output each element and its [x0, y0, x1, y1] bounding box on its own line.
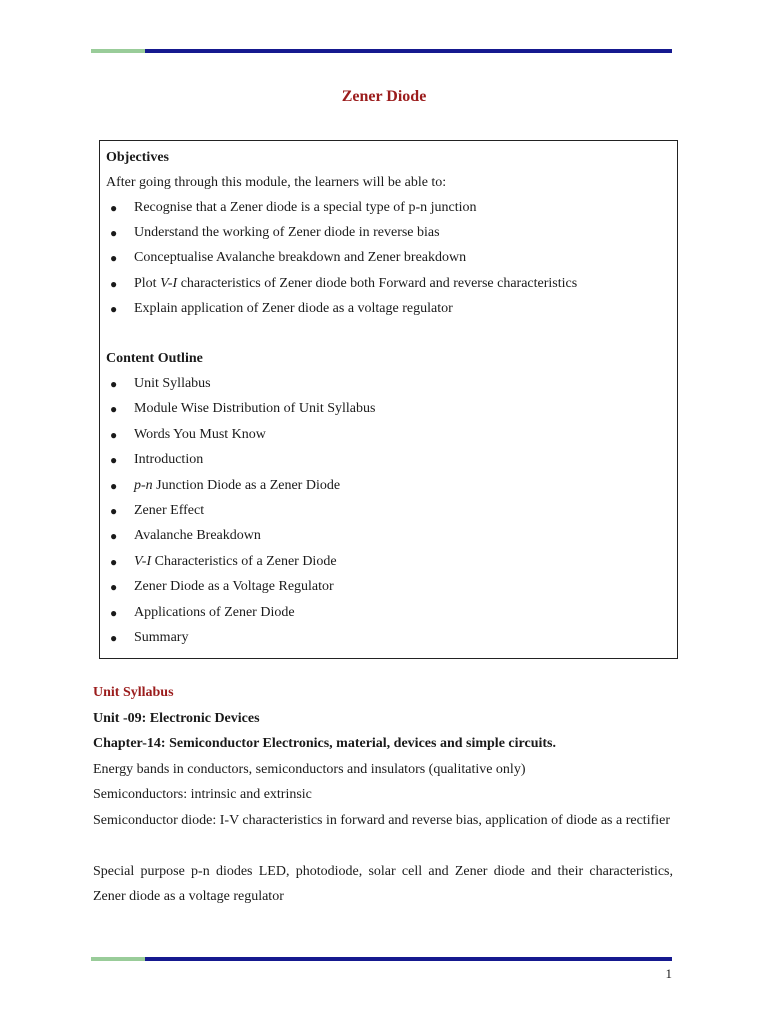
list-item [134, 554, 337, 570]
list-item-italic: V-I [160, 275, 178, 291]
list-item [134, 225, 440, 241]
bullet-icon: ● [110, 226, 118, 241]
list-item-text: Zener Effect [134, 503, 205, 518]
list-item [134, 200, 477, 216]
list-item [134, 478, 340, 494]
list-item-text: Unit Syllabus [134, 376, 211, 391]
syllabus-paragraph: Special purpose p-n diodes LED, photodiode, solar cell and Zener diode and their characteristics, Zener diode as a voltage regulator [93, 864, 673, 904]
bullet-icon: ● [110, 478, 118, 493]
page-number: 1 [665, 966, 672, 981]
bullet-icon: ● [110, 453, 118, 468]
list-item [134, 452, 203, 468]
list-item [134, 579, 334, 595]
list-item [134, 401, 375, 417]
bullet-icon: ● [110, 301, 118, 316]
list-item-text: characteristics of Zener diode both Forward and reverse characteristics [177, 275, 578, 291]
list-item [134, 376, 211, 392]
list-item-italic: V-I [134, 553, 152, 569]
list-item-text: Explain application of Zener diode as a voltage regulator [134, 300, 453, 316]
list-item [134, 630, 188, 646]
outline-heading: Content Outline [106, 351, 203, 366]
list-item-text: Words You Must Know [134, 426, 266, 442]
list-item [134, 276, 577, 292]
unit-title: Unit -09: Electronic Devices [93, 711, 260, 726]
list-item-text: Characteristics of a Zener Diode [151, 553, 337, 569]
list-item-text: Zener Diode as a Voltage Regulator [134, 579, 334, 595]
list-item [134, 301, 453, 317]
bullet-icon: ● [110, 377, 118, 391]
bullet-icon: ● [110, 529, 118, 544]
list-item [134, 503, 204, 519]
bullet-icon: ● [110, 554, 118, 569]
list-item-italic: p-n [134, 477, 153, 493]
list-item-text: Conceptualise Avalanche breakdown and Zener breakdown [134, 250, 467, 266]
footer-rule [91, 957, 672, 961]
objectives-heading: Objectives [106, 150, 169, 165]
list-item-text: Plot [134, 275, 161, 291]
bullet-icon: ● [110, 605, 118, 620]
list-item-text: Introduction [134, 452, 204, 468]
list-item [134, 528, 261, 544]
bullet-icon: ● [110, 251, 118, 266]
chapter-title: Chapter-14: Semiconductor Electronics, material, devices and simple circuits. [93, 736, 556, 751]
syllabus-paragraph: Energy bands in conductors, semiconductors and insulators (qualitative only) [93, 762, 526, 777]
unit-syllabus-heading: Unit Syllabus [93, 685, 174, 700]
header-rule [91, 49, 672, 53]
bullet-icon: ● [110, 580, 118, 595]
list-item-text: Module Wise Distribution of Unit Syllabus [134, 401, 376, 417]
list-item-text: Summary [134, 630, 189, 645]
list-item-text: Applications of Zener Diode [134, 604, 295, 620]
list-item-text: Recognise that a Zener diode is a special type of p-n junction [134, 200, 477, 215]
objectives-intro: After going through this module, the learners will be able to: [106, 175, 447, 190]
list-item-text: Junction Diode as a Zener Diode [152, 477, 341, 493]
bullet-icon: ● [110, 402, 118, 417]
syllabus-paragraph: Semiconductors: intrinsic and extrinsic [93, 787, 312, 802]
list-item [134, 605, 295, 621]
bullet-icon: ● [110, 276, 118, 291]
bullet-icon: ● [110, 504, 118, 518]
bullet-icon: ● [110, 427, 118, 442]
list-item [134, 250, 466, 266]
list-item-text: Avalanche Breakdown [134, 528, 261, 544]
list-item [134, 427, 266, 443]
page-title: Zener Diode [341, 88, 427, 105]
list-item-text: Understand the working of Zener diode in reverse bias [134, 225, 440, 241]
bullet-icon: ● [110, 201, 118, 215]
bullet-icon: ● [110, 631, 118, 645]
objectives-box [99, 140, 678, 659]
syllabus-paragraph: Semiconductor diode: I-V characteristics in forward and reverse bias, application of diode as a rectifier [93, 813, 671, 828]
